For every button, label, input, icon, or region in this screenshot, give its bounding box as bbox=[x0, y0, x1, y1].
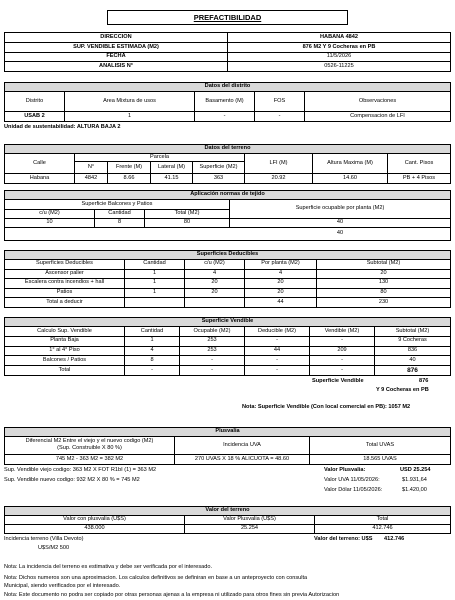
deducibles-col-por-planta: Por planta (M2) bbox=[245, 260, 317, 270]
cantidad-value: 8 bbox=[95, 219, 145, 228]
vendible-summary-extra: Y 9 Cocheras en PB bbox=[376, 387, 429, 393]
distrito-value: USAB 2 bbox=[5, 112, 65, 121]
balcones-title: Superficie Balcones y Patios bbox=[5, 200, 230, 210]
fecha-value: 11/5/2026 bbox=[228, 53, 450, 62]
deducibles-col-concepto: Superficies Deducibles bbox=[5, 260, 125, 270]
vendible-summary-label: Superficie Vendible bbox=[312, 378, 364, 384]
deducibles-row-2-por-planta: 20 bbox=[245, 289, 317, 299]
parcela-col: Parcela bbox=[75, 154, 245, 162]
valor-total-value: 412.746 bbox=[372, 525, 393, 532]
vendible-row-1-cantidad: 4 bbox=[125, 347, 180, 357]
vendible-row-0-cantidad: 1 bbox=[125, 337, 180, 347]
vendible-row-2-calculo: Balcones / Patios bbox=[5, 356, 125, 366]
vendible-row-3-deducible: - bbox=[245, 366, 310, 376]
analisis-label: ANALISIS N° bbox=[5, 62, 228, 71]
vendible-col-ocupable: Ocupable (M2) bbox=[180, 327, 245, 337]
valor-plusvalia-value: USD 25.254 bbox=[400, 467, 431, 473]
frente-col: Frente (M) bbox=[108, 162, 151, 174]
total-col: Total (M2) bbox=[145, 210, 230, 219]
deducibles-row-3-cantidad bbox=[125, 298, 185, 308]
lateral-value: 41.15 bbox=[151, 174, 193, 183]
plusvalia-title: Plusvalia bbox=[5, 428, 450, 437]
diferencial-col bbox=[5, 437, 175, 455]
vendible-summary-value: 876 bbox=[419, 378, 429, 384]
observaciones-value: Compensacion de LFI bbox=[350, 112, 405, 119]
vendible-row-0-vendible: - bbox=[310, 337, 375, 347]
ocupable-value-1: 40 bbox=[230, 219, 450, 228]
vendible-col-vendible: Vendible (M2) bbox=[310, 327, 375, 337]
superficie-value: 363 bbox=[193, 174, 245, 183]
title-box bbox=[107, 10, 348, 25]
analisis-value: 0526-11225 bbox=[324, 62, 354, 69]
sup-vendible-label: SUP. VENDIBLE ESTIMADA (M2) bbox=[5, 43, 228, 53]
deducibles-col-subtotal: Subtotal (M2) bbox=[317, 260, 450, 270]
diferencial-col-line2: (Sup. Construible X 80 %) bbox=[57, 445, 122, 452]
vendible-viejo-line: Sup. Vendible viejo codigo: 363 M2 X FOT R1bI (1) = 363 M2 bbox=[4, 467, 157, 473]
deducibles-row-2-cantidad: 1 bbox=[125, 289, 185, 299]
vendible-row-0-deducible: - bbox=[245, 337, 310, 347]
vendible-title: Superficie Vendible bbox=[5, 318, 450, 327]
cu-col: c/u (M2) bbox=[5, 210, 95, 219]
valor-terreno-total-value: 412.746 bbox=[384, 536, 405, 542]
deducibles-row-0-concepto: Ascensor palier bbox=[5, 270, 125, 280]
incidencia-uva-value: 270 UVAS X 18 % ALICUOTA = 48.60 bbox=[175, 455, 310, 464]
deducibles-table bbox=[4, 250, 451, 308]
terreno-table bbox=[4, 144, 451, 184]
terreno-title: Datos del terreno bbox=[5, 145, 450, 154]
direccion-value: HABANA 4842 bbox=[228, 33, 450, 43]
nota-1: Nota: La incidencia del terreno es estimativa y debe ser verificada por el interesado. bbox=[4, 564, 213, 570]
lfi-value: 20.92 bbox=[245, 174, 313, 183]
valor-dolar-label: Valor Dólar 11/05/2026: bbox=[324, 487, 383, 493]
vendible-row-3-calculo: Total bbox=[5, 366, 125, 376]
numero-value: 4842 bbox=[75, 174, 108, 183]
vendible-row-3-subtotal: 876 bbox=[407, 366, 418, 374]
vendible-col-deducible: Deducible (M2) bbox=[245, 327, 310, 337]
lateral-col: Lateral (M) bbox=[151, 162, 193, 174]
deducibles-row-3-cu bbox=[185, 298, 245, 308]
nota-4: Nota: Este documento no podra ser copiado por otras personas ajenas a la empresa ni utilizado para otros fines sin previa Autorizacion bbox=[4, 592, 340, 598]
valor-total-col: Total bbox=[315, 516, 450, 525]
valor-con-plusvalia-value: 438.000 bbox=[5, 525, 185, 533]
pisos-col: Cant. Pisos bbox=[388, 154, 450, 174]
diferencial-value: 745 M2 - 363 M2 = 382 M2 bbox=[5, 455, 175, 464]
vendible-row-0-ocupable: 253 bbox=[180, 337, 245, 347]
lfi-col: LFI (M) bbox=[245, 154, 313, 174]
distrito-col: Distrito bbox=[5, 92, 65, 112]
incidencia-uva-col: Incidencia UVA bbox=[175, 437, 310, 455]
valor-dolar-value: $1.420,00 bbox=[402, 487, 427, 493]
valor-plusvalia-label: Valor Plusvalia: bbox=[324, 467, 366, 473]
page-title: PREFACTIBILIDAD bbox=[193, 12, 262, 22]
vendible-row-2-ocupable: - bbox=[180, 356, 245, 366]
nota-2: Nota: Dichos numeros son una aproximacion. Los calculos definitivos se definiran en base a un anteproyecto con consulta bbox=[4, 575, 308, 581]
numero-col: N° bbox=[75, 162, 108, 174]
deducibles-row-0-cu: 4 bbox=[185, 270, 245, 280]
deducibles-row-0-por-planta: 4 bbox=[245, 270, 317, 280]
fecha-label: FECHA bbox=[5, 53, 228, 62]
deducibles-row-2-cu: 20 bbox=[185, 289, 245, 299]
valor-uva-label: Valor UVA 11/05/2026: bbox=[324, 477, 380, 483]
cu-value: 10 bbox=[5, 219, 95, 228]
sup-vendible-value: 876 M2 Y 9 Cocheras en PB bbox=[228, 43, 450, 53]
vendible-nuevo-line: Sup. Vendible nuevo codigo: 932 M2 X 80 % = 745 M2 bbox=[4, 477, 140, 483]
deducibles-row-2-concepto: Patios bbox=[5, 289, 125, 299]
header-table bbox=[4, 32, 451, 72]
vendible-row-3-ocupable: - bbox=[180, 366, 245, 376]
valor-terreno-title: Valor del terreno bbox=[5, 507, 450, 516]
vendible-nota: Nota: Superficie Vendible (Con local comercial en PB): 1057 M2 bbox=[242, 404, 411, 410]
valor-uva-value: $1.931,64 bbox=[402, 477, 427, 483]
area-mixtura-col: Area Mixtura de usos bbox=[65, 92, 195, 112]
distrito-title: Datos del distrito bbox=[5, 83, 450, 92]
frente-value: 8.66 bbox=[108, 174, 151, 183]
vendible-row-1-vendible: 209 bbox=[310, 347, 375, 357]
vendible-row-0-subtotal: 9 Cocheras bbox=[375, 337, 450, 347]
total-uvas-col: Total UVAS bbox=[310, 437, 450, 455]
valor-terreno-total-label: Valor del terreno: U$S bbox=[314, 536, 373, 542]
vendible-row-1-calculo: 1° al 4° Piso bbox=[5, 347, 125, 357]
tejido-table bbox=[4, 190, 451, 241]
deducibles-col-cu: c/u (M2) bbox=[185, 260, 245, 270]
vendible-row-3-vendible: - bbox=[310, 366, 375, 376]
vendible-row-0-calculo: Planta Baja bbox=[5, 337, 125, 347]
fos-col: FOS bbox=[255, 92, 305, 112]
vendible-row-1-deducible: 44 bbox=[245, 347, 310, 357]
ocupable-title: Superficie ocupable por planta (M2) bbox=[230, 200, 450, 219]
deducibles-row-3-concepto: Total a deducir bbox=[5, 298, 125, 308]
deducibles-row-1-subtotal: 130 bbox=[317, 279, 450, 289]
valor-terreno-table bbox=[4, 506, 451, 534]
direccion-label: DIRECCION bbox=[5, 33, 228, 43]
tejido-title: Aplicación normas de tejido bbox=[5, 191, 450, 200]
valor-con-plusvalia-col: Valor con plusvalia (U$S) bbox=[5, 516, 185, 525]
incidencia-terreno-value: U$S/M2 500 bbox=[38, 545, 70, 551]
valor-plusvalia-col: Valor Plusvalia (U$S) bbox=[185, 516, 315, 525]
nota-3: Municipal, siendo verificados por el interesado. bbox=[4, 583, 121, 589]
distrito-table bbox=[4, 82, 451, 122]
total-value: 80 bbox=[145, 219, 230, 228]
deducibles-row-0-cantidad: 1 bbox=[125, 270, 185, 280]
vendible-row-2-subtotal: 40 bbox=[375, 356, 450, 366]
superficie-col: Superficie (M2) bbox=[193, 162, 245, 174]
pisos-value: PB + 4 Pisos bbox=[402, 174, 436, 181]
vendible-col-calculo: Calculo Sup. Vendible bbox=[5, 327, 125, 337]
deducibles-row-3-subtotal: 230 bbox=[378, 298, 389, 305]
deducibles-title: Superficies Deducibles bbox=[5, 251, 450, 260]
vendible-table bbox=[4, 317, 451, 376]
total-uvas-value: 18.565 UVAS bbox=[363, 455, 397, 462]
area-mixtura-value: 1 bbox=[65, 112, 195, 121]
cantidad-col: Cantidad bbox=[95, 210, 145, 219]
ocupable-value-2: 40 bbox=[336, 229, 344, 236]
deducibles-row-1-cantidad: 1 bbox=[125, 279, 185, 289]
deducibles-row-2-subtotal: 80 bbox=[317, 289, 450, 299]
basamento-value: - bbox=[195, 112, 255, 121]
vendible-row-3-cantidad: - bbox=[125, 366, 180, 376]
deducibles-row-1-concepto: Escalera contra incendios + hall bbox=[5, 279, 125, 289]
basamento-col: Basamento (M) bbox=[195, 92, 255, 112]
vendible-row-2-deducible: - bbox=[245, 356, 310, 366]
deducibles-row-1-cu: 20 bbox=[185, 279, 245, 289]
deducibles-row-1-por-planta: 20 bbox=[245, 279, 317, 289]
unidad-sustentabilidad: Unidad de sustentabilidad: ALTURA BAJA 2 bbox=[4, 124, 121, 130]
deducibles-col-cantidad: Cantidad bbox=[125, 260, 185, 270]
vendible-row-1-subtotal: 836 bbox=[375, 347, 450, 357]
deducibles-row-3-por-planta: 44 bbox=[245, 298, 317, 308]
calle-value: Habana bbox=[5, 174, 75, 183]
vendible-row-1-ocupable: 253 bbox=[180, 347, 245, 357]
observaciones-col: Observaciones bbox=[305, 92, 450, 112]
vendible-col-cantidad: Cantidad bbox=[125, 327, 180, 337]
plusvalia-table bbox=[4, 427, 451, 465]
altura-col: Altura Maxima (M) bbox=[313, 154, 388, 174]
vendible-col-subtotal: Subtotal (M2) bbox=[375, 327, 450, 337]
vendible-row-2-cantidad: 8 bbox=[125, 356, 180, 366]
altura-value: 14.60 bbox=[313, 174, 388, 183]
calle-col: Calle bbox=[5, 154, 75, 174]
deducibles-row-0-subtotal: 20 bbox=[317, 270, 450, 280]
diferencial-col-line1: Diferencial M2 Entre el viejo y el nuevo codigo (M2) bbox=[25, 438, 154, 445]
fos-value: - bbox=[255, 112, 305, 121]
valor-plusvalia-value: 25.254 bbox=[185, 525, 315, 533]
incidencia-terreno-label: Incidencia terreno (Villa Devoto) bbox=[4, 536, 84, 542]
vendible-row-2-vendible: - bbox=[310, 356, 375, 366]
